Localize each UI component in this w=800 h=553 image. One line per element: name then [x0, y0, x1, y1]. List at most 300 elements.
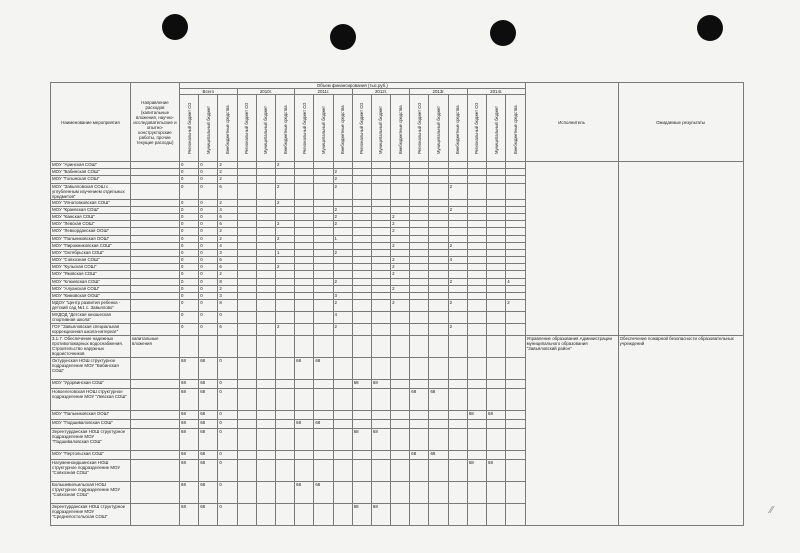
- value-cell: 0: [218, 312, 237, 324]
- value-cell: [256, 235, 275, 242]
- value-cell: [295, 235, 314, 242]
- value-cell: [506, 249, 525, 256]
- value-cell: 0: [180, 271, 199, 278]
- value-cell: [391, 380, 410, 389]
- value-cell: [391, 358, 410, 380]
- value-cell: [256, 183, 275, 199]
- value-cell: 68: [180, 411, 199, 420]
- value-cell: [487, 389, 506, 411]
- value-cell: 0: [180, 199, 199, 206]
- row-name: Октурунская НОШ структурное подразделение МОУ "Бабинская СОШ": [51, 358, 131, 380]
- row-direction: [131, 300, 180, 312]
- value-cell: [352, 235, 371, 242]
- header-subcol: [448, 95, 467, 162]
- value-cell: [506, 324, 525, 336]
- value-cell: [295, 411, 314, 420]
- value-cell: [410, 271, 429, 278]
- header-subcol-label: Муниципальный бюджет: [263, 105, 269, 154]
- value-cell: 68: [467, 411, 486, 420]
- value-cell: [371, 228, 390, 235]
- value-cell: [448, 213, 467, 220]
- value-cell: 0: [180, 312, 199, 324]
- value-cell: [448, 199, 467, 206]
- value-cell: [237, 293, 256, 300]
- value-cell: 68: [199, 482, 218, 504]
- value-cell: [448, 482, 467, 504]
- value-cell: 68: [487, 460, 506, 482]
- value-cell: [487, 199, 506, 206]
- row-direction: [131, 242, 180, 249]
- value-cell: [448, 451, 467, 460]
- value-cell: [314, 206, 333, 213]
- row-direction: [131, 257, 180, 264]
- value-cell: [410, 429, 429, 451]
- value-cell: [237, 504, 256, 526]
- value-cell: 2: [275, 264, 294, 271]
- value-cell: [410, 162, 429, 169]
- value-cell: [391, 411, 410, 420]
- value-cell: 4: [218, 242, 237, 249]
- row-name: МОУ "Аринская СОШ": [51, 162, 131, 169]
- value-cell: [448, 271, 467, 278]
- value-cell: [487, 336, 506, 358]
- value-cell: 68: [410, 389, 429, 411]
- value-cell: [467, 324, 486, 336]
- value-cell: [448, 176, 467, 183]
- value-cell: [429, 228, 448, 235]
- value-cell: [429, 213, 448, 220]
- value-cell: 68: [180, 389, 199, 411]
- value-cell: [487, 183, 506, 199]
- value-cell: [333, 451, 352, 460]
- row-name: МОУ "Пальниковская ООШ": [51, 235, 131, 242]
- value-cell: [237, 358, 256, 380]
- value-cell: [371, 278, 390, 285]
- value-cell: 2: [333, 169, 352, 176]
- value-cell: [275, 380, 294, 389]
- value-cell: [275, 504, 294, 526]
- value-cell: [467, 162, 486, 169]
- value-cell: [487, 162, 506, 169]
- value-cell: [333, 460, 352, 482]
- value-cell: [371, 249, 390, 256]
- value-cell: [448, 389, 467, 411]
- value-cell: [371, 221, 390, 228]
- funding-table: [50, 82, 744, 526]
- header-subcol-label: Региональный бюджет СО: [301, 102, 307, 154]
- value-cell: [391, 312, 410, 324]
- value-cell: [333, 504, 352, 526]
- executor-cell: Управление образования Администрации муниципального образования "Завьяловский район": [525, 336, 618, 526]
- value-cell: [237, 278, 256, 285]
- value-cell: [371, 482, 390, 504]
- value-cell: [410, 358, 429, 380]
- value-cell: 2: [333, 213, 352, 220]
- value-cell: [429, 257, 448, 264]
- value-cell: [352, 358, 371, 380]
- value-cell: [295, 228, 314, 235]
- value-cell: [467, 271, 486, 278]
- row-name: МОУ "Пальниковская ООШ": [51, 411, 131, 420]
- value-cell: [448, 169, 467, 176]
- row-name: МДОУ "Центр развития ребенка - детский сад №1 с. Завьялово": [51, 300, 131, 312]
- value-cell: [487, 293, 506, 300]
- value-cell: [314, 213, 333, 220]
- value-cell: [256, 206, 275, 213]
- value-cell: [487, 257, 506, 264]
- value-cell: 68: [467, 460, 486, 482]
- value-cell: 0: [180, 300, 199, 312]
- value-cell: [237, 228, 256, 235]
- value-cell: [371, 336, 390, 358]
- value-cell: [429, 278, 448, 285]
- value-cell: 68: [295, 420, 314, 429]
- value-cell: 68: [199, 429, 218, 451]
- value-cell: [506, 169, 525, 176]
- value-cell: [506, 176, 525, 183]
- value-cell: 68: [295, 482, 314, 504]
- value-cell: [275, 271, 294, 278]
- value-cell: [410, 411, 429, 420]
- row-name: МОУ "Краевская СОШ": [51, 206, 131, 213]
- row-direction: [131, 183, 180, 199]
- value-cell: [237, 429, 256, 451]
- value-cell: [314, 183, 333, 199]
- value-cell: [391, 336, 410, 358]
- value-cell: [314, 312, 333, 324]
- value-cell: 2: [333, 183, 352, 199]
- value-cell: [487, 264, 506, 271]
- value-cell: [467, 429, 486, 451]
- value-cell: 6: [218, 213, 237, 220]
- value-cell: 0: [180, 213, 199, 220]
- value-cell: 0: [180, 183, 199, 199]
- value-cell: [256, 312, 275, 324]
- value-cell: 2: [333, 278, 352, 285]
- value-cell: [237, 176, 256, 183]
- row-name: МОУ "Левская СОШ": [51, 221, 131, 228]
- value-cell: [448, 380, 467, 389]
- value-cell: [429, 411, 448, 420]
- results-cell: Обеспечение пожарной безопасности образовательных учреждений: [618, 336, 743, 526]
- value-cell: [467, 358, 486, 380]
- value-cell: 0: [199, 324, 218, 336]
- value-cell: 2: [391, 271, 410, 278]
- value-cell: [314, 285, 333, 292]
- value-cell: [352, 336, 371, 358]
- value-cell: [467, 213, 486, 220]
- value-cell: 1: [275, 249, 294, 256]
- header-results: Ожидаемые результаты: [618, 83, 743, 162]
- value-cell: [295, 176, 314, 183]
- value-cell: [314, 264, 333, 271]
- value-cell: 68: [429, 389, 448, 411]
- value-cell: [429, 420, 448, 429]
- value-cell: [314, 389, 333, 411]
- value-cell: [256, 264, 275, 271]
- row-direction: [131, 206, 180, 213]
- value-cell: [410, 324, 429, 336]
- value-cell: [237, 389, 256, 411]
- value-cell: 0: [180, 242, 199, 249]
- value-cell: 2: [448, 324, 467, 336]
- value-cell: 68: [199, 380, 218, 389]
- value-cell: 0: [199, 300, 218, 312]
- value-cell: [410, 504, 429, 526]
- value-cell: [352, 460, 371, 482]
- value-cell: [314, 162, 333, 169]
- value-cell: 0: [218, 389, 237, 411]
- row-direction: [131, 460, 180, 482]
- value-cell: [237, 482, 256, 504]
- value-cell: [256, 162, 275, 169]
- value-cell: [275, 278, 294, 285]
- value-cell: 2: [333, 324, 352, 336]
- value-cell: [391, 504, 410, 526]
- header-funding: Объем финансирования (тыс.руб.): [180, 83, 526, 89]
- value-cell: 0: [199, 199, 218, 206]
- value-cell: [333, 389, 352, 411]
- punch-hole-2: [330, 24, 356, 50]
- value-cell: 68: [180, 380, 199, 389]
- value-cell: [295, 336, 314, 358]
- value-cell: 0: [180, 176, 199, 183]
- value-cell: [314, 504, 333, 526]
- value-cell: 0: [199, 242, 218, 249]
- value-cell: 2: [391, 257, 410, 264]
- value-cell: [391, 482, 410, 504]
- value-cell: 2: [506, 300, 525, 312]
- value-cell: [506, 257, 525, 264]
- value-cell: [237, 199, 256, 206]
- value-cell: 0: [180, 264, 199, 271]
- value-cell: [237, 221, 256, 228]
- row-name: МОУ "Октябрьская СОШ": [51, 249, 131, 256]
- value-cell: [467, 257, 486, 264]
- row-direction: [131, 389, 180, 411]
- header-year-4: 2014г.: [467, 89, 525, 95]
- row-direction: [131, 358, 180, 380]
- value-cell: [448, 429, 467, 451]
- value-cell: [487, 271, 506, 278]
- value-cell: [467, 221, 486, 228]
- value-cell: 0: [180, 249, 199, 256]
- value-cell: 68: [180, 482, 199, 504]
- value-cell: [391, 235, 410, 242]
- value-cell: [506, 206, 525, 213]
- value-cell: [314, 451, 333, 460]
- value-cell: 0: [218, 380, 237, 389]
- value-cell: [429, 264, 448, 271]
- value-cell: [467, 199, 486, 206]
- value-cell: [371, 411, 390, 420]
- value-cell: 0: [199, 235, 218, 242]
- value-cell: [429, 429, 448, 451]
- value-cell: [391, 278, 410, 285]
- value-cell: [371, 420, 390, 429]
- value-cell: 1: [333, 235, 352, 242]
- value-cell: [371, 358, 390, 380]
- header-subcol-label: Региональный бюджет СО: [474, 102, 480, 154]
- value-cell: [429, 300, 448, 312]
- value-cell: [314, 221, 333, 228]
- row-name: МОУ "Бабинская СОШ": [51, 169, 131, 176]
- value-cell: [487, 242, 506, 249]
- value-cell: [314, 242, 333, 249]
- value-cell: [410, 264, 429, 271]
- value-cell: [467, 249, 486, 256]
- value-cell: [410, 293, 429, 300]
- value-cell: [256, 278, 275, 285]
- value-cell: [275, 169, 294, 176]
- row-name: МОУ "Кимовская ООШ": [51, 293, 131, 300]
- value-cell: 2: [391, 285, 410, 292]
- row-direction: [131, 271, 180, 278]
- value-cell: 2: [218, 235, 237, 242]
- value-cell: [448, 228, 467, 235]
- value-cell: [371, 389, 390, 411]
- value-cell: [352, 162, 371, 169]
- header-subcol-label: Муниципальный бюджет: [378, 105, 384, 154]
- value-cell: [352, 411, 371, 420]
- value-cell: [371, 300, 390, 312]
- value-cell: 68: [352, 504, 371, 526]
- header-subcol: [314, 95, 333, 162]
- value-cell: [371, 176, 390, 183]
- value-cell: [410, 285, 429, 292]
- value-cell: [410, 420, 429, 429]
- row-direction: [131, 213, 180, 220]
- value-cell: 68: [371, 380, 390, 389]
- value-cell: 68: [371, 429, 390, 451]
- row-direction: [131, 176, 180, 183]
- value-cell: 68: [314, 358, 333, 380]
- executor-cell: [525, 162, 618, 336]
- value-cell: 2: [218, 285, 237, 292]
- value-cell: 2: [218, 176, 237, 183]
- value-cell: 2: [275, 199, 294, 206]
- value-cell: [391, 451, 410, 460]
- value-cell: [333, 199, 352, 206]
- value-cell: [256, 380, 275, 389]
- value-cell: [410, 249, 429, 256]
- value-cell: [506, 162, 525, 169]
- row-direction: [131, 228, 180, 235]
- value-cell: [487, 324, 506, 336]
- value-cell: 2: [218, 271, 237, 278]
- value-cell: [275, 228, 294, 235]
- value-cell: [275, 460, 294, 482]
- value-cell: [467, 312, 486, 324]
- value-cell: [333, 482, 352, 504]
- value-cell: 2: [448, 242, 467, 249]
- value-cell: [506, 264, 525, 271]
- value-cell: [256, 389, 275, 411]
- value-cell: [448, 264, 467, 271]
- value-cell: [314, 293, 333, 300]
- value-cell: 68: [314, 420, 333, 429]
- value-cell: 4: [218, 206, 237, 213]
- table-row: [51, 162, 744, 169]
- value-cell: 2: [391, 221, 410, 228]
- value-cell: [371, 235, 390, 242]
- value-cell: [391, 420, 410, 429]
- value-cell: 0: [180, 169, 199, 176]
- value-cell: 0: [218, 460, 237, 482]
- value-cell: [295, 257, 314, 264]
- value-cell: [429, 235, 448, 242]
- value-cell: [429, 380, 448, 389]
- value-cell: [371, 451, 390, 460]
- value-cell: 6: [218, 183, 237, 199]
- value-cell: [333, 264, 352, 271]
- value-cell: [237, 411, 256, 420]
- header-subcol: [429, 95, 448, 162]
- value-cell: 0: [199, 221, 218, 228]
- value-cell: [295, 206, 314, 213]
- value-cell: [237, 380, 256, 389]
- value-cell: [371, 169, 390, 176]
- value-cell: [275, 285, 294, 292]
- value-cell: [487, 312, 506, 324]
- value-cell: [295, 504, 314, 526]
- value-cell: [506, 213, 525, 220]
- value-cell: 68: [199, 411, 218, 420]
- row-direction: [131, 411, 180, 420]
- value-cell: 0: [180, 206, 199, 213]
- value-cell: [295, 389, 314, 411]
- value-cell: [410, 206, 429, 213]
- header-subcol-label: Внебюджетные средства: [397, 104, 403, 154]
- value-cell: [410, 169, 429, 176]
- header-subcol-label: Внебюджетные средства: [512, 104, 518, 154]
- row-name: Новоелеговская НОШ структурное подразделение МОУ "Левская СОШ": [51, 389, 131, 411]
- value-cell: [256, 228, 275, 235]
- value-cell: 0: [199, 293, 218, 300]
- value-cell: [295, 300, 314, 312]
- value-cell: 0: [218, 482, 237, 504]
- value-cell: [429, 271, 448, 278]
- value-cell: 68: [295, 358, 314, 380]
- value-cell: [448, 420, 467, 429]
- value-cell: [256, 451, 275, 460]
- value-cell: 6: [218, 324, 237, 336]
- value-cell: 2: [275, 324, 294, 336]
- value-cell: [487, 504, 506, 526]
- value-cell: [237, 235, 256, 242]
- value-cell: 2: [333, 300, 352, 312]
- value-cell: [506, 411, 525, 420]
- value-cell: [391, 429, 410, 451]
- value-cell: [410, 336, 429, 358]
- value-cell: [237, 324, 256, 336]
- header-subcol-label: Муниципальный бюджет: [205, 105, 211, 154]
- value-cell: [218, 336, 237, 358]
- value-cell: [371, 199, 390, 206]
- value-cell: [295, 169, 314, 176]
- value-cell: 6: [218, 264, 237, 271]
- value-cell: [391, 460, 410, 482]
- value-cell: [237, 213, 256, 220]
- value-cell: 68: [180, 504, 199, 526]
- value-cell: [352, 271, 371, 278]
- value-cell: [314, 176, 333, 183]
- value-cell: [467, 242, 486, 249]
- value-cell: 2: [218, 228, 237, 235]
- header-subcol-label: Региональный бюджет СО: [186, 102, 192, 154]
- value-cell: 2: [275, 235, 294, 242]
- value-cell: [429, 242, 448, 249]
